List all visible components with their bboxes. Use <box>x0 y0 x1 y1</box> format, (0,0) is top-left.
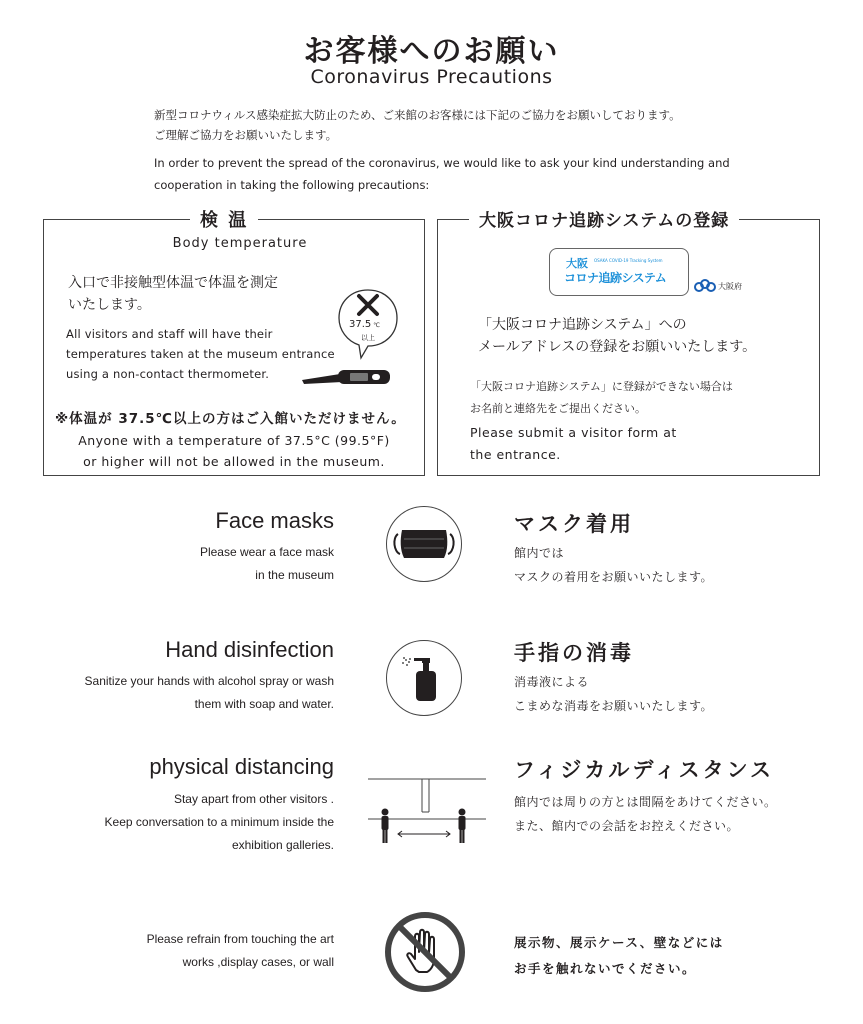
touch-text-jp: 展示物、展示ケース、壁などには お手を触れないでください。 <box>514 935 724 976</box>
hands-text-jp: 消毒液による こまめな消毒をお願いいたします。 <box>514 675 714 713</box>
intro-jp-line-2: ご理解ご協力をお願いいたします。 <box>154 128 338 142</box>
hands-text-en: Sanitize your hands with alcohol spray or wash them with soap and water. <box>84 674 334 711</box>
distance-text-jp: 館内では周りの方とは間隔をあけてください。 また、館内での会話をお控えください。 <box>514 795 777 833</box>
osaka-pref-logo <box>694 279 742 293</box>
hands-icon-circle <box>386 640 462 716</box>
tracking-logo <box>549 248 689 296</box>
tracking-logo-main: コロナ追跡システム <box>564 271 667 285</box>
hands-title-jp: 手指の消毒 <box>514 641 634 665</box>
temperature-warning-en: Anyone with a temperature of 37.5°C (99.5°F) or higher will not be allowed in the museum. <box>78 433 390 469</box>
no-touch-icon <box>383 910 467 994</box>
masks-text-en: Please wear a face mask in the museum <box>199 545 334 582</box>
masks-icon-circle <box>386 506 462 582</box>
tracking-logo-small: 大阪 <box>566 257 588 270</box>
temperature-subtitle: Body temperature <box>172 236 308 251</box>
tracking-note-jp: 「大阪コロナ追跡システム」に登録ができない場合は お名前と連絡先をご提出ください。 <box>470 380 733 415</box>
distancing-illustration <box>368 776 488 846</box>
bubble-value: 37.5 <box>349 319 372 330</box>
tracking-logo-tiny: OSAKA COVID-19 Tracking System <box>594 258 663 263</box>
masks-title-jp: マスク着用 <box>514 512 634 536</box>
person-right-icon <box>459 809 466 844</box>
hands-title-en: Hand disinfection <box>165 637 334 662</box>
double-arrow-icon <box>398 831 450 837</box>
distancing-icon <box>368 776 488 846</box>
page-title-jp: お客様へのお願い <box>303 34 560 69</box>
intro-en <box>154 152 774 196</box>
intro-en-line-1: In order to prevent the spread of the coronavirus, we would like to ask your kind understanding and <box>154 156 730 170</box>
temperature-limit-bubble <box>337 288 399 360</box>
bubble-above: 以上 <box>361 334 375 342</box>
tracking-note-en: Please submit a visitor form at the entrance. <box>470 425 677 462</box>
distance-title-jp: フィジカルディスタンス <box>514 758 775 782</box>
temperature-text-en: All visitors and staff will have their temperatures taken at the museum entrance using a non-contact thermometer. <box>66 327 335 381</box>
sanitizer-bottle-icon <box>386 640 462 716</box>
distance-title-en: physical distancing <box>149 754 334 779</box>
page-title-en: Coronavirus Precautions <box>310 66 553 88</box>
tracking-text-jp: 「大阪コロナ追跡システム」への メールアドレスの登録をお願いいたします。 <box>478 317 757 355</box>
intro-jp-line-1: 新型コロナウィルス感染症拡大防止のため、ご来館のお客様には下記のご協力をお願いしております。 <box>154 108 681 122</box>
no-touch-illustration <box>383 910 467 994</box>
temperature-warning-jp: ※体温が 37.5℃以上の方はご入館いただけません。 <box>55 411 406 427</box>
masks-title-en: Face masks <box>215 508 334 533</box>
osaka-pref-icon <box>694 279 716 293</box>
intro-en-line-2: cooperation in taking the following precautions: <box>154 178 430 192</box>
face-mask-icon <box>386 506 462 582</box>
thermometer-icon <box>300 365 394 389</box>
temperature-title: 検 温 <box>190 206 258 232</box>
osaka-pref-label: 大阪府 <box>718 281 742 291</box>
bubble-unit: ℃ <box>373 322 381 329</box>
touch-text-en: Please refrain from touching the art works ,display cases, or wall <box>146 932 334 969</box>
person-left-icon <box>382 809 389 844</box>
masks-text-jp: 館内では マスクの着用をお願いいたします。 <box>514 546 714 584</box>
distance-text-en: Stay apart from other visitors . Keep conversation to a minimum inside the exhibition galleries. <box>104 792 334 852</box>
tracking-title: 大阪コロナ追跡システムの登録 <box>469 206 739 231</box>
temperature-text-jp: 入口で非接触型体温で体温を測定 いたします。 <box>68 275 278 313</box>
intro-jp <box>154 105 774 145</box>
